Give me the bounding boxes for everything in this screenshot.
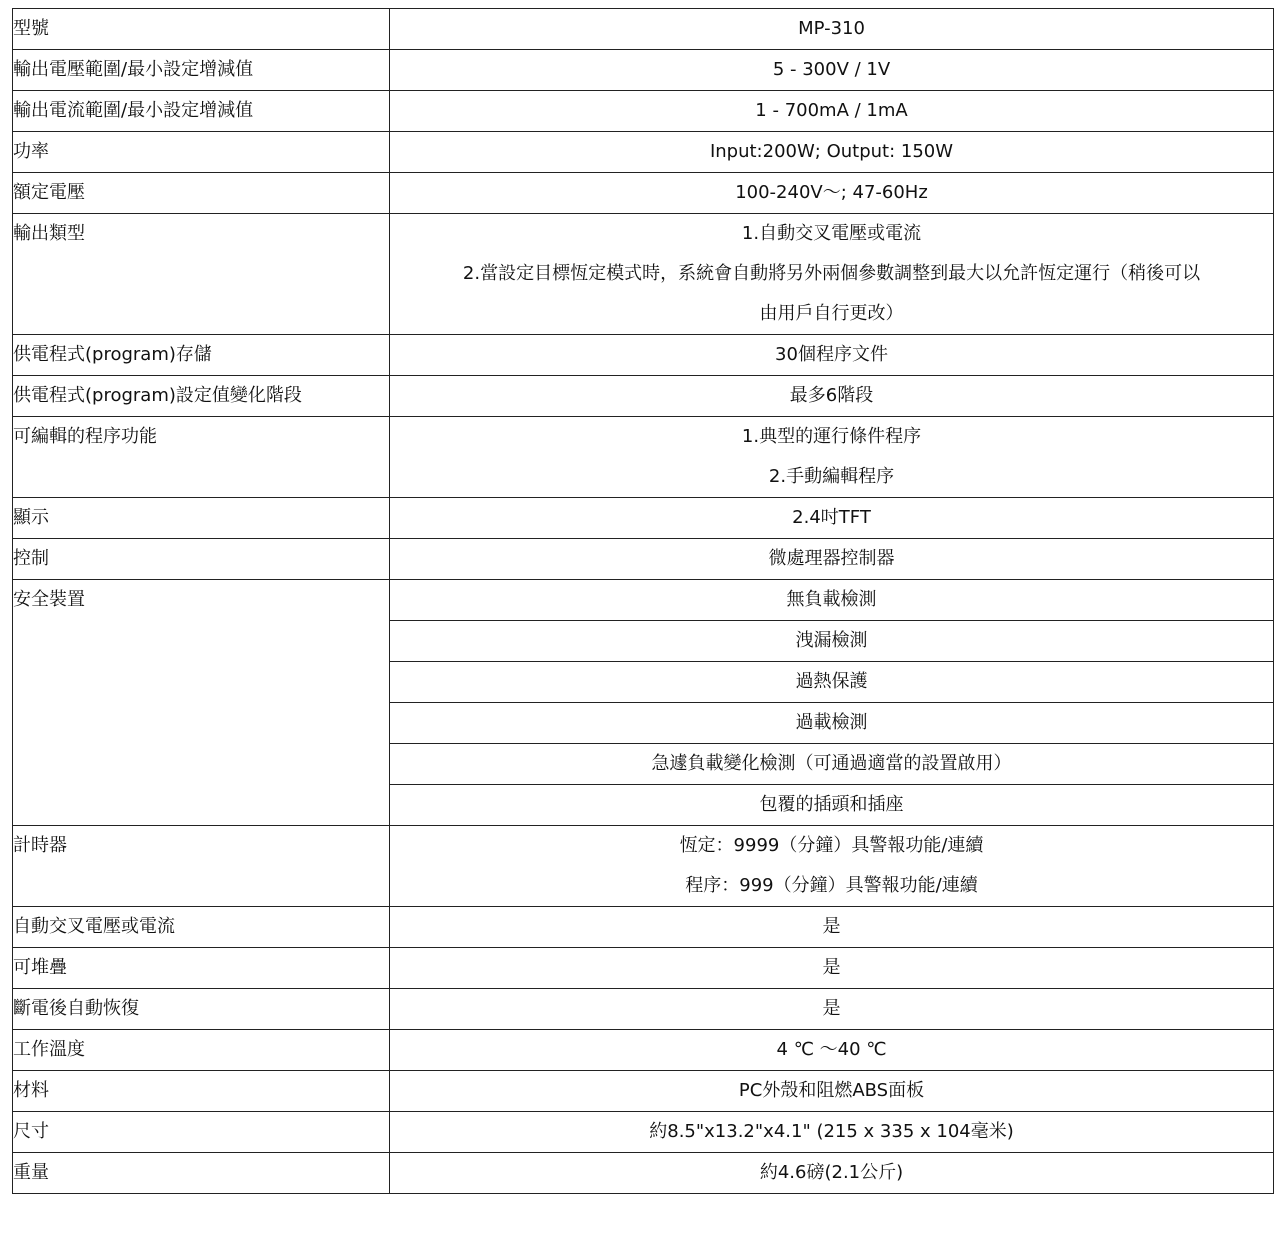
- row-value: MP-310: [390, 9, 1274, 50]
- row-value: 100-240V～; 47-60Hz: [390, 173, 1274, 214]
- row-value: 是: [390, 907, 1274, 948]
- row-label: 控制: [13, 539, 390, 580]
- row-label: 重量: [13, 1153, 390, 1194]
- row-label: 輸出電流範圍/最小設定增減值: [13, 91, 390, 132]
- row-label: 斷電後自動恢復: [13, 989, 390, 1030]
- row-label: 安全裝置: [13, 580, 390, 826]
- table-row: [13, 826, 1274, 907]
- row-value: 過載檢測: [390, 703, 1274, 744]
- row-value: 最多6階段: [390, 376, 1274, 417]
- row-value: [390, 417, 1274, 498]
- row-value: 約4.6磅(2.1公斤): [390, 1153, 1274, 1194]
- row-value: 2.4吋TFT: [390, 498, 1274, 539]
- table-row: [13, 376, 1274, 417]
- table-row: [13, 417, 1274, 498]
- table-row: [13, 50, 1274, 91]
- table-row: [13, 907, 1274, 948]
- value-line: 1.自動交叉電壓或電流: [741, 223, 922, 244]
- table-row: [13, 91, 1274, 132]
- row-value: 30個程序文件: [390, 335, 1274, 376]
- row-label: 功率: [13, 132, 390, 173]
- row-value: 1 - 700mA / 1mA: [390, 91, 1274, 132]
- row-value: [390, 214, 1274, 335]
- row-label: 尺寸: [13, 1112, 390, 1153]
- row-label: 供電程式(program)設定值變化階段: [13, 376, 390, 417]
- row-value: 4 ℃ ～40 ℃: [390, 1030, 1274, 1071]
- value-line: 2.手動編輯程序: [768, 466, 895, 487]
- value-line: 程序：999（分鐘）具警報功能/連續: [685, 875, 978, 896]
- row-label: 可編輯的程序功能: [13, 417, 390, 498]
- row-label: 計時器: [13, 826, 390, 907]
- row-value: 5 - 300V / 1V: [390, 50, 1274, 91]
- row-value: 微處理器控制器: [390, 539, 1274, 580]
- row-label: 可堆疊: [13, 948, 390, 989]
- row-label: 輸出類型: [13, 214, 390, 335]
- value-line: 1.典型的運行條件程序: [741, 426, 922, 447]
- row-value: PC外殼和阻燃ABS面板: [390, 1071, 1274, 1112]
- row-value: 是: [390, 948, 1274, 989]
- row-value: 包覆的插頭和插座: [390, 785, 1274, 826]
- row-value: 約8.5"x13.2"x4.1" (215 x 335 x 104毫米): [390, 1112, 1274, 1153]
- row-value: 是: [390, 989, 1274, 1030]
- row-label: 自動交叉電壓或電流: [13, 907, 390, 948]
- row-value: 無負載檢測: [390, 580, 1274, 621]
- row-value: Input:200W; Output: 150W: [390, 132, 1274, 173]
- row-label: 工作溫度: [13, 1030, 390, 1071]
- table-row: [13, 132, 1274, 173]
- value-line: 由用戶自行更改）: [759, 303, 904, 324]
- spec-table: [12, 8, 1274, 1194]
- table-row: [13, 498, 1274, 539]
- row-value: 過熱保護: [390, 662, 1274, 703]
- row-label: 材料: [13, 1071, 390, 1112]
- table-row: [13, 335, 1274, 376]
- row-value: 急遽負載變化檢測（可通過適當的設置啟用）: [390, 744, 1274, 785]
- row-label: 顯示: [13, 498, 390, 539]
- table-row: [13, 1112, 1274, 1153]
- value-line: 恆定：9999（分鐘）具警報功能/連續: [679, 835, 984, 856]
- value-line: 2.當設定目標恆定模式時，系統會自動將另外兩個參數調整到最大以允許恆定運行（稍後可以: [462, 263, 1201, 284]
- row-label: 額定電壓: [13, 173, 390, 214]
- table-row: [13, 9, 1274, 50]
- table-row: [13, 1030, 1274, 1071]
- table-row: [13, 989, 1274, 1030]
- table-row: [13, 580, 1274, 621]
- table-row: [13, 1071, 1274, 1112]
- table-row: [13, 1153, 1274, 1194]
- row-label: 輸出電壓範圍/最小設定增減值: [13, 50, 390, 91]
- row-value: [390, 826, 1274, 907]
- table-row: [13, 948, 1274, 989]
- row-value: 洩漏檢測: [390, 621, 1274, 662]
- row-label: 型號: [13, 9, 390, 50]
- table-row: [13, 214, 1274, 335]
- table-row: [13, 539, 1274, 580]
- table-row: [13, 173, 1274, 214]
- row-label: 供電程式(program)存儲: [13, 335, 390, 376]
